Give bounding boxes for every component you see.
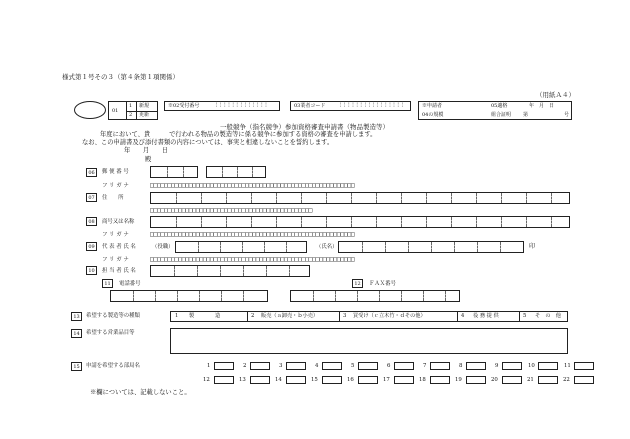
field-num-12: 12 bbox=[352, 279, 363, 288]
dept-num: 2 bbox=[243, 363, 247, 369]
dept-num: 10 bbox=[528, 363, 535, 369]
dept-num: 4 bbox=[315, 363, 319, 369]
type-service[interactable]: 役 務 提 供 bbox=[473, 313, 499, 319]
rep-furigana-input[interactable]: □□□□□□□□□□□□□□□□□□□□□□□□□□□□□□□□□□□□□□□□□□□□□□□□□□□□□□□□□□ bbox=[150, 256, 355, 263]
dept-num: 6 bbox=[387, 363, 391, 369]
field-num-11: 11 bbox=[102, 279, 113, 288]
rep-name-label: （氏名） bbox=[316, 244, 338, 250]
dept-checkbox[interactable] bbox=[214, 376, 234, 384]
dept-checkbox[interactable] bbox=[394, 376, 414, 384]
dept-checkbox[interactable] bbox=[466, 362, 486, 370]
dept-checkbox[interactable] bbox=[250, 376, 270, 384]
staff-name-input[interactable] bbox=[150, 265, 310, 277]
dept-num: 8 bbox=[459, 363, 463, 369]
opt-renew-label[interactable]: 更新 bbox=[139, 112, 150, 118]
field-num-14: 14 bbox=[71, 329, 82, 338]
type-opt-3-num: 3 bbox=[343, 313, 347, 319]
fax-label: ＦＡＸ番号 bbox=[369, 281, 396, 287]
type-opt-5-num: 5 bbox=[523, 313, 527, 319]
intro-line-1: 年度において、貴 で行われる物品の製造等に係る競争に参加する資格の審査を申請します。 bbox=[100, 131, 377, 138]
address-input[interactable] bbox=[150, 192, 570, 204]
date-line: 年 月 日 bbox=[124, 147, 169, 154]
dept-checkbox[interactable] bbox=[250, 362, 270, 370]
dept-num: 19 bbox=[455, 377, 462, 383]
applicant-box bbox=[418, 101, 572, 120]
postal-code-input-2[interactable] bbox=[206, 166, 266, 178]
type-manufacture[interactable]: 製 造 bbox=[189, 313, 221, 319]
furigana-label-1: フ リ ガ ナ bbox=[102, 183, 129, 189]
postal-code-input-1[interactable] bbox=[150, 166, 198, 178]
company-name-input[interactable] bbox=[150, 216, 570, 228]
code01: 01 bbox=[112, 108, 119, 114]
dept-checkbox[interactable] bbox=[502, 362, 522, 370]
opt-new-label[interactable]: 新規 bbox=[139, 103, 150, 109]
field-num-08: 08 bbox=[86, 217, 97, 226]
dept-checkbox[interactable] bbox=[430, 376, 450, 384]
dept-checkbox[interactable] bbox=[214, 362, 234, 370]
field-num-09: 09 bbox=[86, 242, 97, 251]
form-number-label: 様式第１号その３（第４条第１項関係） bbox=[62, 73, 179, 81]
scale-label: 04の規模 bbox=[422, 112, 444, 118]
dept-num: 9 bbox=[495, 363, 499, 369]
staff-label: 担 当 者 氏 名 bbox=[102, 268, 136, 274]
dept-num: 21 bbox=[527, 377, 534, 383]
qualification-label: 05適格 bbox=[491, 103, 508, 109]
qualification-date: 年 月 日 bbox=[529, 103, 555, 109]
dept-checkbox[interactable] bbox=[430, 362, 450, 370]
gou-label: 号 bbox=[564, 112, 570, 118]
dept-num: 16 bbox=[347, 377, 354, 383]
company-name-label: 商号又は名称 bbox=[102, 219, 135, 225]
paper-size-label: （用紙Ａ４） bbox=[536, 91, 575, 99]
main-title: 一般競争（指名競争）参加資格審査申請書（物品製造等） bbox=[220, 123, 389, 131]
dept-num: 5 bbox=[351, 363, 355, 369]
addressee-label: 殿 bbox=[145, 156, 152, 163]
type-opt-4-num: 4 bbox=[461, 313, 465, 319]
applicant-label: ※申請者 bbox=[422, 103, 443, 109]
departments-label: 申請を希望する部局名 bbox=[86, 363, 140, 369]
footnote: ※欄については、記載しないこと。 bbox=[90, 389, 191, 396]
items-label: 希望する営業品目等 bbox=[86, 330, 135, 336]
seal-oval bbox=[74, 101, 106, 119]
reception-number-box[interactable]: ※02受付番号 ┊┊┊┊┊┊┊┊┊┊┊┊┊ bbox=[164, 101, 280, 111]
dept-num: 22 bbox=[563, 377, 570, 383]
dept-checkbox[interactable] bbox=[286, 362, 306, 370]
dept-checkbox[interactable] bbox=[394, 362, 414, 370]
business-code-box[interactable]: 03業者コード ┊┊┊┊┊┊┊┊┊┊┊┊┊┊┊┊ bbox=[290, 101, 411, 111]
field-num-13: 13 bbox=[71, 312, 82, 321]
address-furigana-input[interactable]: □□□□□□□□□□□□□□□□□□□□□□□□□□□□□□□□□□□□□□□□□□□□□□□□□□□□□□□□□□ bbox=[150, 182, 355, 189]
seal-mark: 印 bbox=[529, 243, 536, 250]
representative-label: 代 表 者 氏 名 bbox=[102, 244, 136, 250]
types-options-box bbox=[170, 311, 568, 322]
dept-checkbox[interactable] bbox=[574, 376, 594, 384]
type-sales[interactable]: 販売（ａ卸売・ｂ小売） bbox=[261, 313, 319, 319]
type-opt-2-num: 2 bbox=[251, 313, 255, 319]
postal-label: 郵 便 番 号 bbox=[102, 169, 129, 175]
dept-num: 1 bbox=[207, 363, 211, 369]
field-num-15: 15 bbox=[71, 362, 82, 371]
address-kana-squares[interactable]: □□□□□□□□□□□□□□□□□□□□□□□□□□□□□□□□□□□□□□□□□□□□□□ bbox=[150, 207, 313, 214]
dept-num: 18 bbox=[419, 377, 426, 383]
dept-num: 12 bbox=[203, 377, 210, 383]
dept-checkbox[interactable] bbox=[538, 362, 558, 370]
dept-checkbox[interactable] bbox=[466, 376, 486, 384]
opt-renew-num: 2 bbox=[129, 112, 133, 118]
union-cert-label: 組合証明 bbox=[491, 112, 512, 118]
items-input[interactable] bbox=[170, 328, 568, 354]
company-furigana-input[interactable]: □□□□□□□□□□□□□□□□□□□□□□□□□□□□□□□□□□□□□□□□□□□□□□□□□□□□□□□□□□ bbox=[150, 231, 355, 238]
dept-num: 20 bbox=[491, 377, 498, 383]
dept-num: 14 bbox=[275, 377, 282, 383]
dept-checkbox[interactable] bbox=[574, 362, 594, 370]
dept-checkbox[interactable] bbox=[286, 376, 306, 384]
dept-checkbox[interactable] bbox=[502, 376, 522, 384]
dept-num: 13 bbox=[239, 377, 246, 383]
phone-input[interactable] bbox=[110, 290, 268, 302]
rep-name-input[interactable] bbox=[338, 241, 524, 253]
furigana-label-3: フ リ ガ ナ bbox=[102, 257, 129, 263]
rep-title-label: （役職） bbox=[152, 244, 174, 250]
business-code-label: 03業者コード bbox=[294, 103, 326, 109]
dept-checkbox[interactable] bbox=[322, 362, 342, 370]
dept-checkbox[interactable] bbox=[538, 376, 558, 384]
field-num-06: 06 bbox=[86, 168, 97, 177]
rep-title-input[interactable] bbox=[175, 241, 307, 253]
dept-num: 17 bbox=[383, 377, 390, 383]
dept-num: 15 bbox=[311, 377, 318, 383]
dept-num: 11 bbox=[564, 363, 571, 369]
dept-num: 3 bbox=[279, 363, 283, 369]
dept-checkbox[interactable] bbox=[322, 376, 342, 384]
type-other[interactable]: そ の 他 bbox=[535, 313, 561, 319]
field-num-07: 07 bbox=[86, 193, 97, 202]
dept-checkbox[interactable] bbox=[358, 376, 378, 384]
type-purchase[interactable]: 買受け（ｃ立木竹・ｄその他） bbox=[353, 313, 426, 319]
dept-checkbox[interactable] bbox=[358, 362, 378, 370]
fax-input[interactable] bbox=[290, 290, 460, 302]
type-opt-1-num: 1 bbox=[175, 313, 179, 319]
type-box bbox=[108, 101, 158, 120]
field-num-10: 10 bbox=[86, 266, 97, 275]
furigana-label-2: フ リ ガ ナ bbox=[102, 232, 129, 238]
types-label: 希望する製造等の種類 bbox=[86, 313, 140, 319]
phone-label: 電話番号 bbox=[119, 281, 141, 287]
dept-num: 7 bbox=[423, 363, 427, 369]
reception-label: ※02受付番号 bbox=[168, 103, 200, 109]
opt-new-num: 1 bbox=[129, 103, 133, 109]
address-label: 住 所 bbox=[102, 195, 124, 201]
dai-label: 第 bbox=[523, 112, 529, 118]
intro-line-2: なお、この申請書及び添付書類の内容については、事実と相違しないことを誓約します。 bbox=[82, 139, 334, 146]
